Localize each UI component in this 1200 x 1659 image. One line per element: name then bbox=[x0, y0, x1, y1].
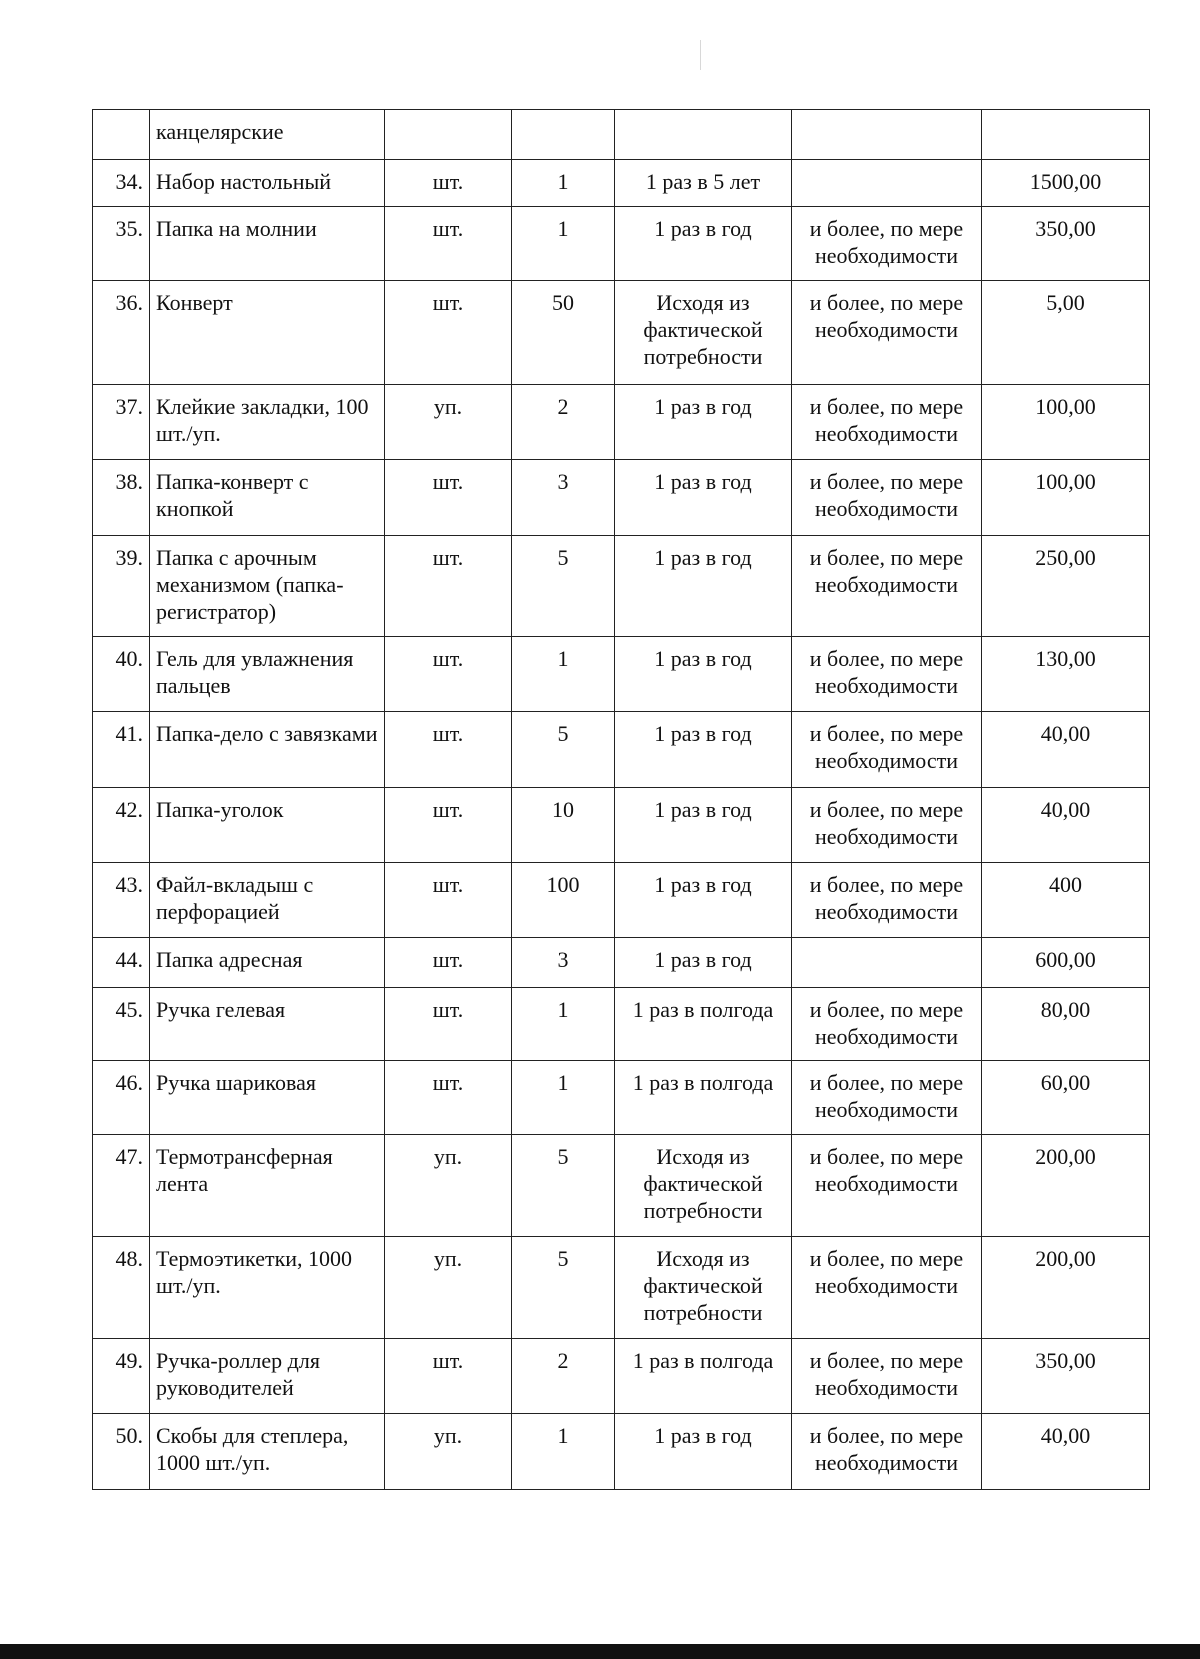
price: 600,00 bbox=[982, 938, 1150, 988]
row-number: 39. bbox=[93, 536, 150, 637]
unit: уп. bbox=[385, 1414, 512, 1490]
price: 130,00 bbox=[982, 637, 1150, 712]
price: 400 bbox=[982, 863, 1150, 938]
quantity: 50 bbox=[512, 281, 615, 385]
item-name: Набор настольный bbox=[150, 160, 385, 207]
row-number: 50. bbox=[93, 1414, 150, 1490]
quantity: 3 bbox=[512, 460, 615, 536]
price: 250,00 bbox=[982, 536, 1150, 637]
table-row bbox=[93, 536, 1150, 637]
item-name: Папка с арочным механизмом (папка-регистратор) bbox=[150, 536, 385, 637]
table-row bbox=[93, 460, 1150, 536]
price: 5,00 bbox=[982, 281, 1150, 385]
item-name: Гель для увлажнения пальцев bbox=[150, 637, 385, 712]
note: и более, по мере необходимости bbox=[792, 1061, 982, 1135]
row-number: 42. bbox=[93, 788, 150, 863]
table-row bbox=[93, 160, 1150, 207]
unit: шт. bbox=[385, 160, 512, 207]
period: 1 раз в полгода bbox=[615, 988, 792, 1061]
period: 1 раз в год bbox=[615, 637, 792, 712]
price: 200,00 bbox=[982, 1135, 1150, 1237]
quantity: 5 bbox=[512, 1135, 615, 1237]
note bbox=[792, 160, 982, 207]
row-number: 37. bbox=[93, 385, 150, 460]
unit: шт. bbox=[385, 988, 512, 1061]
quantity: 1 bbox=[512, 988, 615, 1061]
period: 1 раз в год bbox=[615, 385, 792, 460]
price: 350,00 bbox=[982, 207, 1150, 281]
quantity: 1 bbox=[512, 160, 615, 207]
row-number: 44. bbox=[93, 938, 150, 988]
table-row bbox=[93, 1339, 1150, 1414]
quantity: 2 bbox=[512, 385, 615, 460]
item-name: Термоэтикетки, 1000 шт./уп. bbox=[150, 1237, 385, 1339]
period: 1 раз в год bbox=[615, 460, 792, 536]
note: и более, по мере необходимости bbox=[792, 988, 982, 1061]
item-name: Термотрансферная лента bbox=[150, 1135, 385, 1237]
quantity: 5 bbox=[512, 1237, 615, 1339]
item-name: Ручка шариковая bbox=[150, 1061, 385, 1135]
period: 1 раз в год bbox=[615, 788, 792, 863]
quantity: 1 bbox=[512, 637, 615, 712]
price: 40,00 bbox=[982, 712, 1150, 788]
period: Исходя из фактической потребности bbox=[615, 281, 792, 385]
row-number: 41. bbox=[93, 712, 150, 788]
price: 100,00 bbox=[982, 385, 1150, 460]
row-number: 48. bbox=[93, 1237, 150, 1339]
row-number bbox=[93, 110, 150, 160]
table-row bbox=[93, 1061, 1150, 1135]
unit: шт. bbox=[385, 207, 512, 281]
item-name: Папка-уголок bbox=[150, 788, 385, 863]
period: 1 раз в год bbox=[615, 712, 792, 788]
table-row bbox=[93, 988, 1150, 1061]
unit: шт. bbox=[385, 712, 512, 788]
period: 1 раз в полгода bbox=[615, 1339, 792, 1414]
note: и более, по мере необходимости bbox=[792, 788, 982, 863]
price: 200,00 bbox=[982, 1237, 1150, 1339]
unit: уп. bbox=[385, 1135, 512, 1237]
row-number: 36. bbox=[93, 281, 150, 385]
period: 1 раз в год bbox=[615, 536, 792, 637]
note: и более, по мере необходимости bbox=[792, 536, 982, 637]
note bbox=[792, 110, 982, 160]
item-name: Конверт bbox=[150, 281, 385, 385]
item-name: Клейкие закладки, 100 шт./уп. bbox=[150, 385, 385, 460]
quantity: 100 bbox=[512, 863, 615, 938]
period bbox=[615, 110, 792, 160]
item-name: Ручка гелевая bbox=[150, 988, 385, 1061]
unit: шт. bbox=[385, 637, 512, 712]
unit: шт. bbox=[385, 1061, 512, 1135]
row-number: 38. bbox=[93, 460, 150, 536]
period: 1 раз в 5 лет bbox=[615, 160, 792, 207]
note: и более, по мере необходимости bbox=[792, 1237, 982, 1339]
period: 1 раз в год bbox=[615, 938, 792, 988]
quantity: 10 bbox=[512, 788, 615, 863]
period: 1 раз в год bbox=[615, 207, 792, 281]
unit: шт. bbox=[385, 863, 512, 938]
quantity: 2 bbox=[512, 1339, 615, 1414]
unit: шт. bbox=[385, 536, 512, 637]
row-number: 46. bbox=[93, 1061, 150, 1135]
quantity: 5 bbox=[512, 712, 615, 788]
table-row bbox=[93, 385, 1150, 460]
period: 1 раз в полгода bbox=[615, 1061, 792, 1135]
note bbox=[792, 938, 982, 988]
quantity bbox=[512, 110, 615, 160]
note: и более, по мере необходимости bbox=[792, 1414, 982, 1490]
table-row bbox=[93, 110, 1150, 160]
unit: шт. bbox=[385, 1339, 512, 1414]
period: 1 раз в год bbox=[615, 1414, 792, 1490]
quantity: 1 bbox=[512, 1061, 615, 1135]
unit: шт. bbox=[385, 281, 512, 385]
supplies-table bbox=[92, 109, 1150, 1490]
table-row bbox=[93, 863, 1150, 938]
price bbox=[982, 110, 1150, 160]
note: и более, по мере необходимости bbox=[792, 385, 982, 460]
table-row bbox=[93, 637, 1150, 712]
table-row bbox=[93, 1135, 1150, 1237]
period: 1 раз в год bbox=[615, 863, 792, 938]
table-row bbox=[93, 712, 1150, 788]
row-number: 45. bbox=[93, 988, 150, 1061]
quantity: 1 bbox=[512, 1414, 615, 1490]
unit: уп. bbox=[385, 385, 512, 460]
unit: шт. bbox=[385, 938, 512, 988]
item-name: Ручка-роллер для руководителей bbox=[150, 1339, 385, 1414]
row-number: 34. bbox=[93, 160, 150, 207]
item-name: Скобы для степлера, 1000 шт./уп. bbox=[150, 1414, 385, 1490]
row-number: 47. bbox=[93, 1135, 150, 1237]
quantity: 1 bbox=[512, 207, 615, 281]
period: Исходя из фактической потребности bbox=[615, 1135, 792, 1237]
item-name: канцелярские bbox=[150, 110, 385, 160]
note: и более, по мере необходимости bbox=[792, 1339, 982, 1414]
note: и более, по мере необходимости bbox=[792, 637, 982, 712]
item-name: Папка на молнии bbox=[150, 207, 385, 281]
price: 80,00 bbox=[982, 988, 1150, 1061]
price: 40,00 bbox=[982, 1414, 1150, 1490]
table-row bbox=[93, 281, 1150, 385]
price: 350,00 bbox=[982, 1339, 1150, 1414]
price: 100,00 bbox=[982, 460, 1150, 536]
item-name: Папка-конверт с кнопкой bbox=[150, 460, 385, 536]
quantity: 3 bbox=[512, 938, 615, 988]
item-name: Файл-вкладыш с перфорацией bbox=[150, 863, 385, 938]
scan-fold-mark bbox=[700, 40, 701, 70]
price: 60,00 bbox=[982, 1061, 1150, 1135]
note: и более, по мере необходимости bbox=[792, 1135, 982, 1237]
scan-edge-bar bbox=[0, 1644, 1200, 1659]
row-number: 49. bbox=[93, 1339, 150, 1414]
row-number: 40. bbox=[93, 637, 150, 712]
table-row bbox=[93, 938, 1150, 988]
row-number: 35. bbox=[93, 207, 150, 281]
unit: шт. bbox=[385, 460, 512, 536]
unit: уп. bbox=[385, 1237, 512, 1339]
price: 40,00 bbox=[982, 788, 1150, 863]
table-row bbox=[93, 1237, 1150, 1339]
note: и более, по мере необходимости bbox=[792, 460, 982, 536]
row-number: 43. bbox=[93, 863, 150, 938]
note: и более, по мере необходимости bbox=[792, 281, 982, 385]
table-row bbox=[93, 788, 1150, 863]
table-row bbox=[93, 1414, 1150, 1490]
item-name: Папка адресная bbox=[150, 938, 385, 988]
note: и более, по мере необходимости bbox=[792, 207, 982, 281]
unit bbox=[385, 110, 512, 160]
table-row bbox=[93, 207, 1150, 281]
period: Исходя из фактической потребности bbox=[615, 1237, 792, 1339]
quantity: 5 bbox=[512, 536, 615, 637]
item-name: Папка-дело с завязками bbox=[150, 712, 385, 788]
note: и более, по мере необходимости bbox=[792, 863, 982, 938]
price: 1500,00 bbox=[982, 160, 1150, 207]
unit: шт. bbox=[385, 788, 512, 863]
note: и более, по мере необходимости bbox=[792, 712, 982, 788]
